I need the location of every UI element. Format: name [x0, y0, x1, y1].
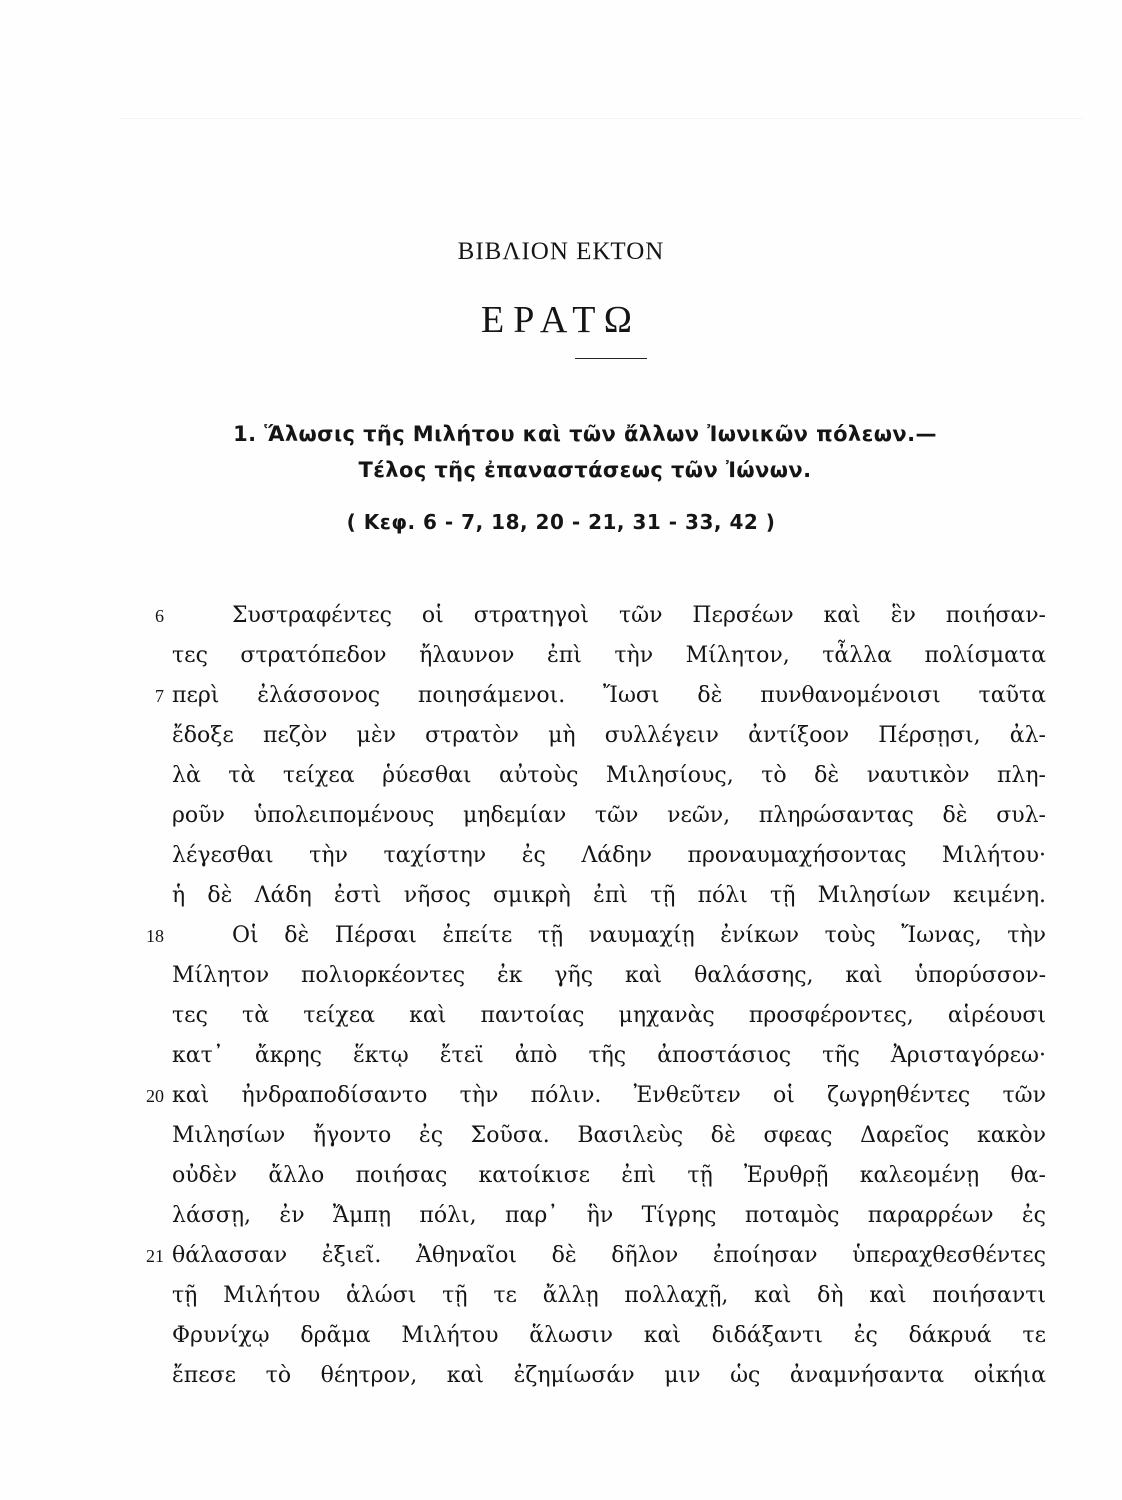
show-through-line: [120, 118, 1082, 119]
text-line: ἡ δὲ Λάδη ἐστὶ νῆσος σμικρὴ ἐπὶ τῇ πόλι τῇ Μιλησίων κειμένη.: [172, 883, 1046, 908]
text-line: Συστραφέντες οἱ στρατηγοὶ τῶν Περσέων καὶ ἓν ποιήσαν-: [232, 603, 1046, 628]
text-line: τῇ Μιλήτου ἁλώσι τῇ τε ἄλλῃ πολλαχῇ, καὶ δὴ καὶ ποιήσαντι: [172, 1283, 1046, 1308]
section-heading: [120, 416, 1050, 488]
text-line: κατ᾽ ἄκρης ἕκτῳ ἔτεϊ ἀπὸ τῆς ἀποστάσιος τῆς Ἀρισταγόρεω·: [172, 1043, 1046, 1068]
text-line: Οἱ δὲ Πέρσαι ἐπείτε τῇ ναυμαχίῃ ἐνίκων τοὺς Ἴωνας, τὴν: [232, 923, 1046, 948]
text-line: οὐδὲν ἄλλο ποιήσας κατοίκισε ἐπὶ τῇ Ἐρυθρῇ καλεομένῃ θα-: [172, 1163, 1046, 1188]
text-line: Μίλητον πολιορκέοντες ἐκ γῆς καὶ θαλάσσης, καὶ ὑπορύσσον-: [172, 963, 1046, 988]
margin-number-21: 21: [146, 1246, 164, 1266]
margin-number-18: 18: [146, 926, 164, 946]
text-line: ἔπεσε τὸ θέητρον, καὶ ἐζημίωσάν μιν ὡς ἀναμνήσαντα οἰκήια: [172, 1363, 1046, 1388]
text-line: θάλασσαν ἐξιεῖ. Ἀθηναῖοι δὲ δῆλον ἐποίησαν ὑπεραχθεσθέντες: [172, 1243, 1046, 1268]
margin-number-6: 6: [155, 606, 164, 626]
text-line: λάσσῃ, ἐν Ἄμπῃ πόλι, παρ᾽ ἣν Τίγρης ποταμὸς παραρρέων ἐς: [172, 1203, 1046, 1228]
text-line: τες τὰ τείχεα καὶ παντοίας μηχανὰς προσφέροντες, αἱρέουσι: [172, 1003, 1046, 1028]
margin-number-20: 20: [146, 1086, 164, 1106]
title-rule: [575, 358, 647, 359]
book-title: ΒΙΒΛΙΟΝ ΕΚΤΟΝ: [457, 238, 665, 265]
chapter-references: ( Κεφ. 6 - 7, 18, 20 - 21, 31 - 33, 42 ): [346, 510, 776, 534]
text-line: τες στρατόπεδον ἤλαυνον ἐπὶ τὴν Μίλητον, τἆλλα πολίσματα: [172, 643, 1046, 668]
text-line: λέγεσθαι τὴν ταχίστην ἐς Λάδην προναυμαχήσοντας Μιλήτου·: [172, 843, 1046, 868]
text-line: ἔδοξε πεζὸν μὲν στρατὸν μὴ συλλέγειν ἀντίξοον Πέρσῃσι, ἀλ-: [172, 723, 1046, 748]
section-heading-line-2: Τέλος τῆς ἐπαναστάσεως τῶν Ἰώνων.: [358, 458, 812, 482]
text-line: ροῦν ὑπολειπομένους μηδεμίαν τῶν νεῶν, πληρώσαντας δὲ συλ-: [172, 803, 1046, 828]
text-line: Μιλησίων ἤγοντο ἐς Σοῦσα. Βασιλεὺς δὲ σφεας Δαρεῖος κακὸν: [172, 1123, 1046, 1148]
text-line: λὰ τὰ τείχεα ῥύεσθαι αὐτοὺς Μιλησίους, τὸ δὲ ναυτικὸν πλη-: [172, 763, 1046, 788]
text-line: καὶ ἠνδραποδίσαντο τὴν πόλιν. Ἐνθεῦτεν οἱ ζωγρηθέντες τῶν: [172, 1083, 1046, 1108]
work-title: ΕΡΑΤΩ: [481, 299, 641, 341]
margin-number-7: 7: [155, 686, 164, 706]
section-heading-line-1: 1. Ἅλωσις τῆς Μιλήτου καὶ τῶν ἄλλων Ἰωνικῶν πόλεων.—: [233, 422, 937, 446]
text-line: περὶ ἐλάσσονος ποιησάμενοι. Ἴωσι δὲ πυνθανομένοισι ταῦτα: [172, 683, 1046, 708]
text-line: Φρυνίχῳ δρᾶμα Μιλήτου ἅλωσιν καὶ διδάξαντι ἐς δάκρυά τε: [172, 1323, 1046, 1348]
